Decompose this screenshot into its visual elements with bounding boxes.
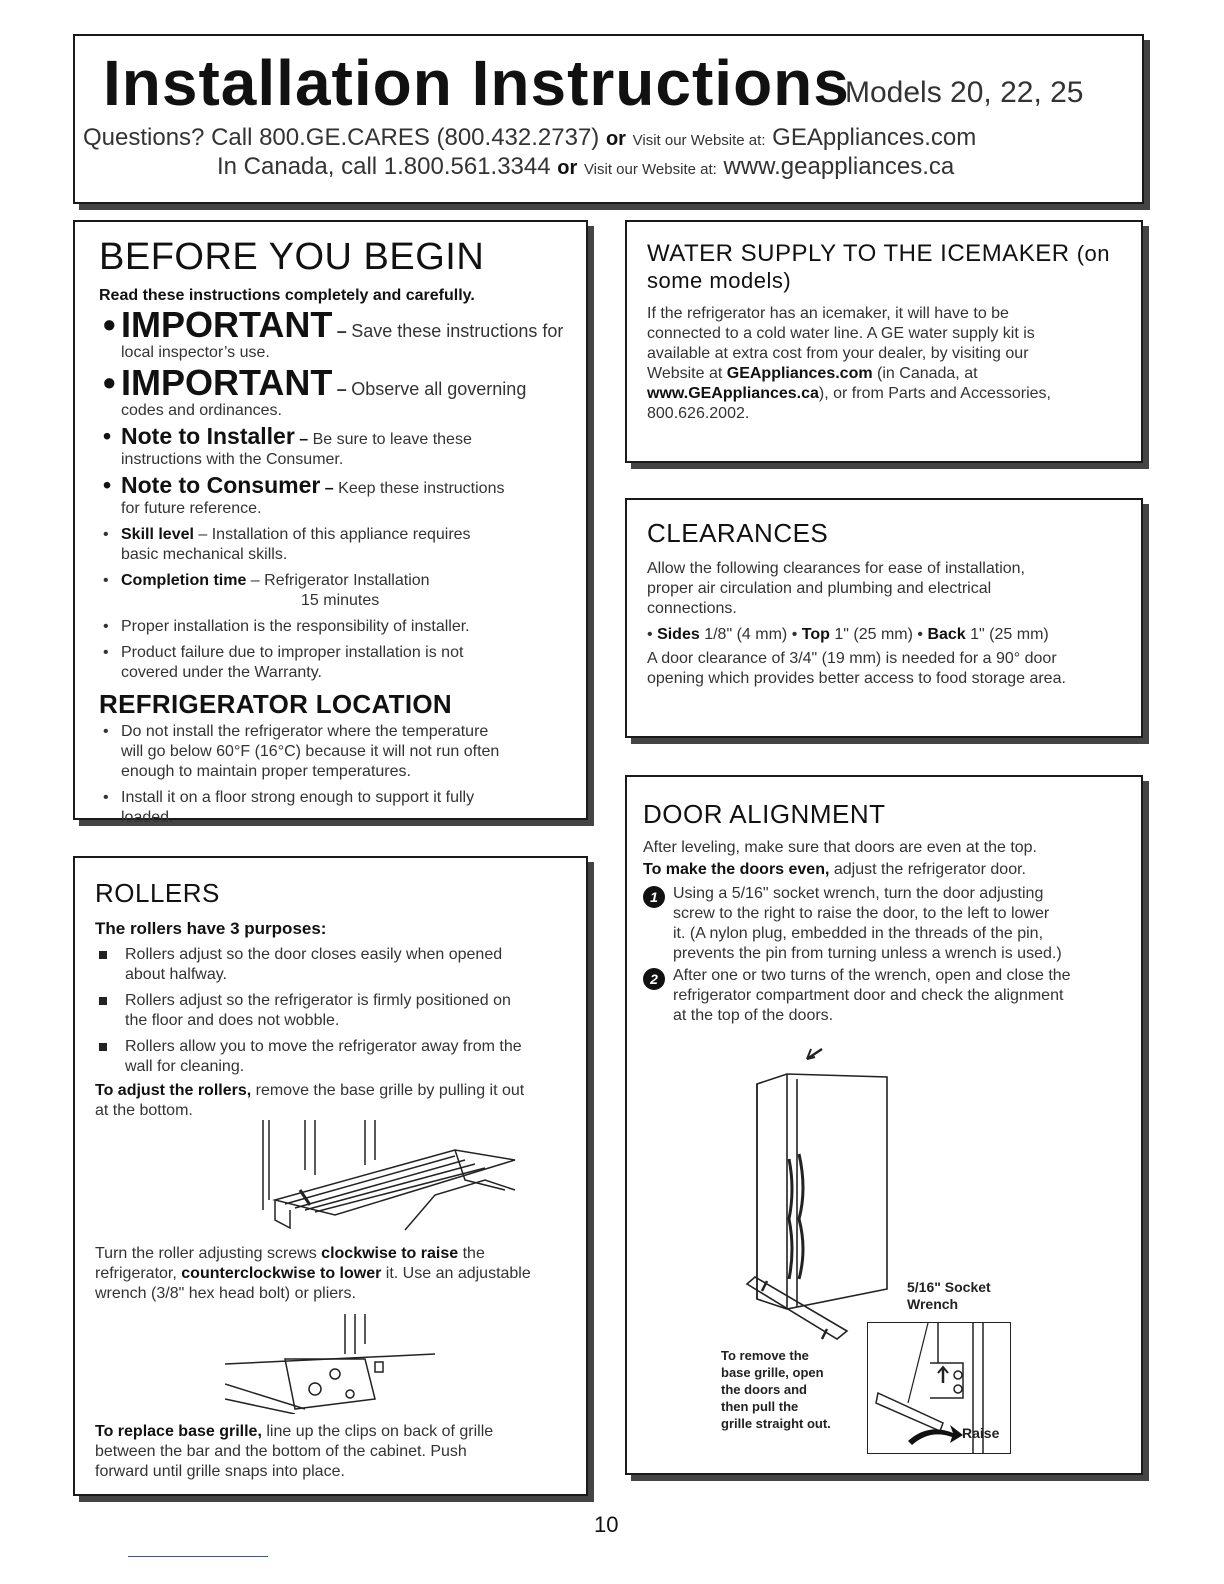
square-bullet-icon bbox=[99, 1043, 107, 1051]
read-instructions: Read these instructions completely and carefully. bbox=[99, 287, 475, 304]
before-you-begin-box bbox=[73, 220, 588, 826]
models-label: Models 20, 22, 25 bbox=[845, 76, 1084, 109]
turn-roller-text: Turn the roller adjusting screws clockwise to raise the refrigerator, counterclockwise to lower it. Use an adjustable wrench (3/8" hex head bolt) or pliers. bbox=[95, 1245, 531, 1302]
location-item-2: • Install it on a floor strong enough to support it fully loaded. bbox=[103, 789, 475, 826]
purpose-item: Rollers adjust so the refrigerator is firmly positioned on the floor and does not wobble. bbox=[95, 991, 573, 1031]
us-phone: Questions? Call 800.GE.CARES (800.432.2737) bbox=[83, 124, 600, 151]
location-title: REFRIGERATOR LOCATION bbox=[99, 689, 452, 719]
important-label: IMPORTANT bbox=[121, 362, 333, 403]
bullet: • bbox=[103, 789, 109, 806]
important-item-2: • IMPORTANT – Observe all governing codes and ordinances. bbox=[103, 362, 527, 419]
water-title: WATER SUPPLY TO THE ICEMAKER (on some models) bbox=[647, 240, 1111, 293]
rollers-box bbox=[73, 856, 588, 1496]
step-1: 1 Using a 5/16" socket wrench, turn the door adjusting screw to the right to raise the door, to the left to lower it. (A nylon plug, embedded in the threads of the pin, prevents the pin from turning unless a wrench is used.) bbox=[643, 884, 1129, 964]
proper-installation: • Proper installation is the responsibility of installer. bbox=[103, 618, 470, 635]
bullet: • bbox=[103, 304, 116, 345]
rollers-purposes: The rollers have 3 purposes: bbox=[95, 919, 327, 938]
square-bullet-icon bbox=[99, 951, 107, 959]
page-number: 10 bbox=[594, 1512, 619, 1537]
bullet: • bbox=[103, 472, 112, 498]
clearance-values: • Sides 1/8" (4 mm) • Top 1" (25 mm) • Back 1" (25 mm) bbox=[647, 626, 1049, 643]
door-title: DOOR ALIGNMENT bbox=[643, 799, 886, 829]
ge-canada-website-link[interactable]: www.GEAppliances.ca bbox=[647, 385, 819, 402]
header-box bbox=[73, 34, 1144, 204]
step-2: 2 After one or two turns of the wrench, open and close the refrigerator compartment door and check the alignment at the top of the doors. bbox=[643, 966, 1129, 1026]
bullet: • bbox=[103, 526, 109, 543]
adjust-rollers: To adjust the rollers, remove the base grille by pulling it out at the bottom. bbox=[95, 1082, 525, 1119]
bullet: • bbox=[917, 626, 923, 643]
water-body: If the refrigerator has an icemaker, it will have to be connected to a cold water line. A GE water supply kit is available at extra cost from your dealer, by visiting our Website at GEAppliances.com (in Canada, at www.GEAppliances.ca), or from Parts and Accessories, 800.626.2002. bbox=[647, 305, 1051, 422]
bullet: • bbox=[103, 572, 109, 589]
important-label: IMPORTANT bbox=[121, 304, 333, 345]
door-alignment-box bbox=[625, 775, 1143, 1475]
bullet: • bbox=[103, 723, 109, 740]
bullet: • bbox=[647, 626, 653, 643]
page-title: Installation Instructions bbox=[103, 47, 850, 119]
socket-wrench-label: 5/16" Socket Wrench bbox=[907, 1279, 991, 1312]
replace-grille-text: To replace base grille, line up the clips on back of grille between the bar and the bottom of the cabinet. Push forward until grille snaps into place. bbox=[95, 1423, 494, 1480]
note-to-consumer: • Note to Consumer – Keep these instructions for future reference. bbox=[103, 472, 505, 517]
us-website-link[interactable]: GEAppliances.com bbox=[772, 124, 977, 151]
step-2-badge: 2 bbox=[643, 968, 665, 990]
important-item-1: • IMPORTANT – Save these instructions for local inspector’s use. bbox=[103, 304, 564, 361]
door-make-even: To make the doors even, adjust the refrigerator door. bbox=[643, 861, 1026, 878]
note-to-installer: • Note to Installer – Be sure to leave these instructions with the Consumer. bbox=[103, 423, 472, 468]
canada-phone: In Canada, call 1.800.561.3344 bbox=[217, 153, 551, 180]
or-label: or bbox=[557, 157, 578, 179]
rollers-title: ROLLERS bbox=[95, 878, 220, 908]
completion-time: • Completion time – Refrigerator Installation 15 minutes bbox=[103, 572, 430, 609]
clearances-body: Allow the following clearances for ease of installation, proper air circulation and plumbing and electrical connections. • Sides 1/8" (4 mm) • Top 1" (25 mm) • Back 1" (25 mm) A door clearance of 3/4" (19 mm) is needed for a 90° door opening which provides better access to food storage area. bbox=[647, 559, 1125, 689]
bullet: • bbox=[103, 644, 109, 661]
raise-label: Raise bbox=[962, 1425, 1000, 1441]
or-label: or bbox=[605, 128, 626, 150]
visit-label: Visit our Website at: bbox=[632, 132, 766, 149]
location-item-1: • Do not install the refrigerator where the temperature will go below 60°F (16°C) because it will not run often enough to maintain proper temperatures. bbox=[103, 723, 500, 780]
remove-grille-caption: To remove the base grille, open the doors and then pull the grille straight out. bbox=[721, 1348, 831, 1431]
bullet: • bbox=[103, 423, 112, 449]
purpose-item: Rollers adjust so the door closes easily when opened about halfway. bbox=[95, 945, 573, 985]
base-grille-illustration bbox=[255, 1120, 535, 1238]
contact-line-canada bbox=[217, 153, 954, 181]
visit-label: Visit our Website at: bbox=[583, 161, 717, 178]
skill-level: • Skill level – Installation of this appliance requires basic mechanical skills. bbox=[103, 526, 471, 563]
canada-website-link[interactable]: www.geappliances.ca bbox=[723, 153, 955, 180]
footer-rule bbox=[128, 1556, 268, 1557]
ge-website-link[interactable]: GEAppliances.com bbox=[726, 365, 873, 382]
product-failure: • Product failure due to improper installation is not covered under the Warranty. bbox=[103, 644, 464, 681]
water-supply-box bbox=[625, 220, 1143, 463]
clearances-title: CLEARANCES bbox=[647, 518, 829, 548]
square-bullet-icon bbox=[99, 997, 107, 1005]
door-intro: After leveling, make sure that doors are even at the top. bbox=[643, 839, 1037, 856]
roller-screw-illustration bbox=[225, 1314, 445, 1414]
before-title: BEFORE YOU BEGIN bbox=[99, 236, 485, 278]
step-1-badge: 1 bbox=[643, 886, 665, 908]
bullet: • bbox=[103, 618, 109, 635]
contact-line-us bbox=[83, 124, 976, 152]
wrench-detail-inset bbox=[867, 1322, 1011, 1454]
purpose-item: Rollers allow you to move the refrigerator away from the wall for cleaning. bbox=[95, 1037, 573, 1077]
bullet: • bbox=[791, 626, 798, 643]
bullet: • bbox=[103, 362, 116, 403]
clearances-box bbox=[625, 498, 1143, 738]
